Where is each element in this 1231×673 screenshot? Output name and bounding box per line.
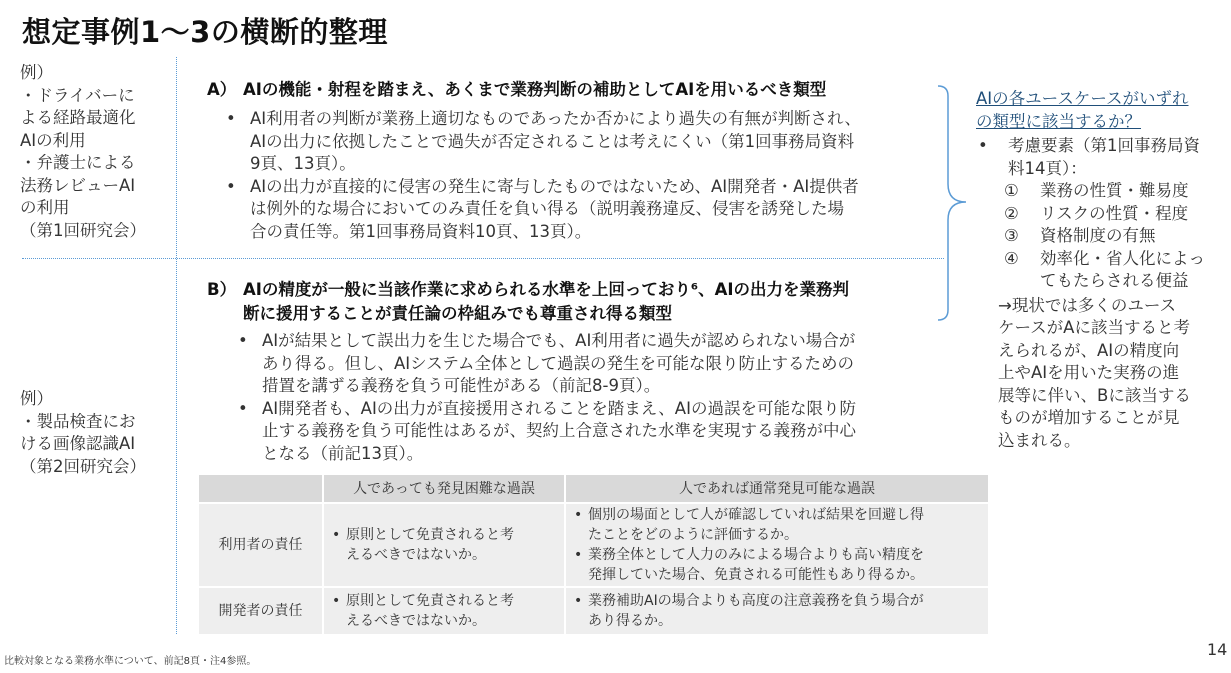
table-cell — [323, 503, 565, 587]
table-cell — [323, 587, 565, 635]
section-a-label: A） — [207, 80, 237, 99]
table-cell — [565, 587, 989, 635]
section-b-label: B） — [207, 280, 237, 299]
example-line: （第1回研究会） — [20, 220, 146, 240]
question-line: AIの各ユースケースがいずれ — [976, 89, 1189, 108]
table-header-cell — [199, 475, 323, 503]
conclusion-line: →現状では多くのユース — [998, 295, 1177, 315]
cell-line: • 個別の場面として人が確認していれば結果を回避し得 — [588, 507, 924, 523]
list-item — [220, 176, 940, 244]
horizontal-divider — [22, 258, 944, 259]
factor-text: てもたらされる便益 — [1040, 271, 1189, 290]
factor-text: 業務の性質・難易度 — [1040, 181, 1189, 200]
cell-line: • 原則として免責されると考 — [346, 593, 514, 609]
bullet-line: • AIの出力が直接的に侵害の発生に寄与したものではないため、AI開発者・AI提供者 — [250, 176, 859, 196]
factor-text: リスクの性質・程度 — [1040, 203, 1189, 223]
factor-item — [976, 248, 1226, 293]
list-item — [566, 505, 988, 545]
list-item — [324, 525, 564, 565]
page-title: 想定事例1～3の横断的整理 — [22, 15, 388, 49]
bullet-line: • AIが結果として誤出力を生じた場合でも、AI利用者に過失が認められない場合が — [262, 331, 856, 350]
question-line: の類型に該当するか？ — [976, 111, 1141, 131]
bullet-line: AIの出力に依拠したことで過失が否定されることは考えにくい（第1回事務局資料 — [250, 131, 855, 151]
conclusion-line: ケースがAに該当すると考 — [998, 318, 1190, 337]
cell-bullets — [324, 591, 564, 631]
bullet-line: • AI開発者も、AIの出力が直接援用されることを踏まえ、AIの過誤を可能な限り防 — [262, 398, 856, 418]
row-label: 利用者の責任 — [199, 503, 323, 587]
cell-line: えるべきではないか。 — [346, 547, 486, 563]
cell-bullets — [566, 505, 988, 585]
list-item — [220, 108, 940, 176]
bullet-line: 止する義務を負う可能性はあるが、契約上合意された水準を実現する義務が中心 — [262, 421, 856, 440]
factor-item — [976, 203, 1226, 226]
bullet-line: 9頁、13頁）。 — [250, 154, 356, 173]
example-list-b — [20, 388, 170, 478]
example-line: 法務レビューAI — [20, 175, 136, 195]
section-a-title: AIの機能・射程を踏まえ、あくまで業務判断の補助としてAIを用いるべき類型 — [243, 80, 827, 99]
example-line: よる経路最適化 — [20, 108, 136, 127]
list-item — [324, 591, 564, 631]
cell-line: あり得るか。 — [588, 613, 672, 629]
bullet-line: • AI利用者の判断が業務上適切なものであったか否かにより過失の有無が判断され、 — [250, 109, 861, 128]
bullet-line: 措置を講ずる義務を負う可能性がある（前記8-9頁）。 — [262, 376, 661, 395]
factor-number: ① — [1004, 181, 1019, 200]
factor-number: ③ — [1004, 226, 1019, 245]
section-b-title-line2: 断に援用することが責任論の枠組みでも尊重され得る類型 — [243, 304, 672, 323]
use-case-panel — [976, 88, 1226, 452]
cell-line: • 原則として免責されると考 — [346, 527, 514, 543]
cell-bullets — [566, 591, 988, 631]
table-row — [199, 503, 989, 587]
example-line: ける画像認識AI — [20, 434, 136, 453]
cell-line: えるべきではないか。 — [346, 613, 486, 629]
example-line: （第2回研究会） — [20, 456, 146, 476]
example-line: 例） — [20, 389, 53, 408]
conclusion-line: えられるが、AIの精度向 — [998, 340, 1180, 360]
table-header-cell: 人であっても発見困難な過誤 — [323, 475, 565, 503]
example-line: AIの利用 — [20, 130, 86, 150]
example-line: ・製品検査にお — [20, 411, 136, 431]
conclusion-line: ものが増加することが見 — [998, 408, 1180, 427]
bullet-line: あり得る。但し、AIシステム全体として過誤の発生を可能な限り防止するための — [262, 353, 855, 373]
list-item — [566, 545, 988, 585]
conclusion-line: 展等に伴い、Bに該当する — [998, 385, 1191, 405]
list-item — [232, 330, 942, 398]
page-number: 14 — [1207, 640, 1228, 659]
example-line: ・ドライバーに — [20, 85, 135, 105]
list-item — [566, 591, 988, 631]
vertical-divider — [176, 57, 177, 634]
factors-heading-line: 料14頁）： — [1008, 158, 1087, 178]
bullet-line: となる（前記13頁）。 — [262, 443, 424, 463]
conclusion-line: 込まれる。 — [998, 430, 1081, 450]
cell-line: 発揮していた場合、免責される可能性もあり得るか。 — [588, 567, 924, 583]
example-line: 例） — [20, 63, 53, 82]
factor-item — [976, 225, 1226, 248]
cell-line: • 業務補助AIの場合よりも高度の注意義務を負う場合が — [588, 593, 924, 609]
factor-text: 効率化・省人化によっ — [1040, 248, 1205, 268]
factors-heading-line: • 考慮要素（第1回事務局資 — [1008, 136, 1200, 155]
example-line: の利用 — [20, 198, 70, 217]
bullet-line: は例外的な場合においてのみ責任を負い得る（説明義務違反、侵害を誘発した場 — [250, 199, 844, 218]
curly-brace-icon — [936, 84, 976, 324]
section-a-bullets — [220, 108, 940, 243]
example-line: ・弁護士による — [20, 153, 136, 172]
factor-item — [976, 180, 1226, 203]
conclusion — [976, 295, 1226, 453]
cell-line: • 業務全体として人力のみによる場合よりも高い精度を — [588, 547, 924, 563]
example-list-a — [20, 62, 170, 242]
footnote: 比較対象となる業務水準について、前記8頁・注4参照。 — [4, 656, 257, 667]
cell-line: たことをどのように評価するか。 — [588, 527, 798, 543]
section-b-heading — [207, 278, 849, 326]
section-b-title-line1: AIの精度が一般に当該作業に求められる水準を上回っており⁶、AIの出力を業務判 — [243, 280, 850, 299]
factors-heading — [976, 135, 1226, 180]
section-a-heading — [207, 78, 826, 102]
table-header-row — [199, 475, 989, 503]
factor-text: 資格制度の有無 — [1040, 226, 1156, 245]
table-cell — [565, 503, 989, 587]
bullet-line: 合の責任等。第1回事務局資料10頁、13頁）。 — [250, 221, 592, 241]
table-row — [199, 587, 989, 635]
responsibility-table — [199, 475, 990, 636]
section-b-bullets — [232, 330, 942, 465]
list-item — [232, 398, 942, 466]
factor-number: ② — [1004, 203, 1019, 223]
table-header-cell: 人であれば通常発見可能な過誤 — [565, 475, 989, 503]
question — [976, 88, 1226, 133]
row-label: 開発者の責任 — [199, 587, 323, 635]
cell-bullets — [324, 525, 564, 565]
conclusion-line: 上やAIを用いた実務の進 — [998, 363, 1180, 382]
factor-number: ④ — [1004, 248, 1019, 268]
